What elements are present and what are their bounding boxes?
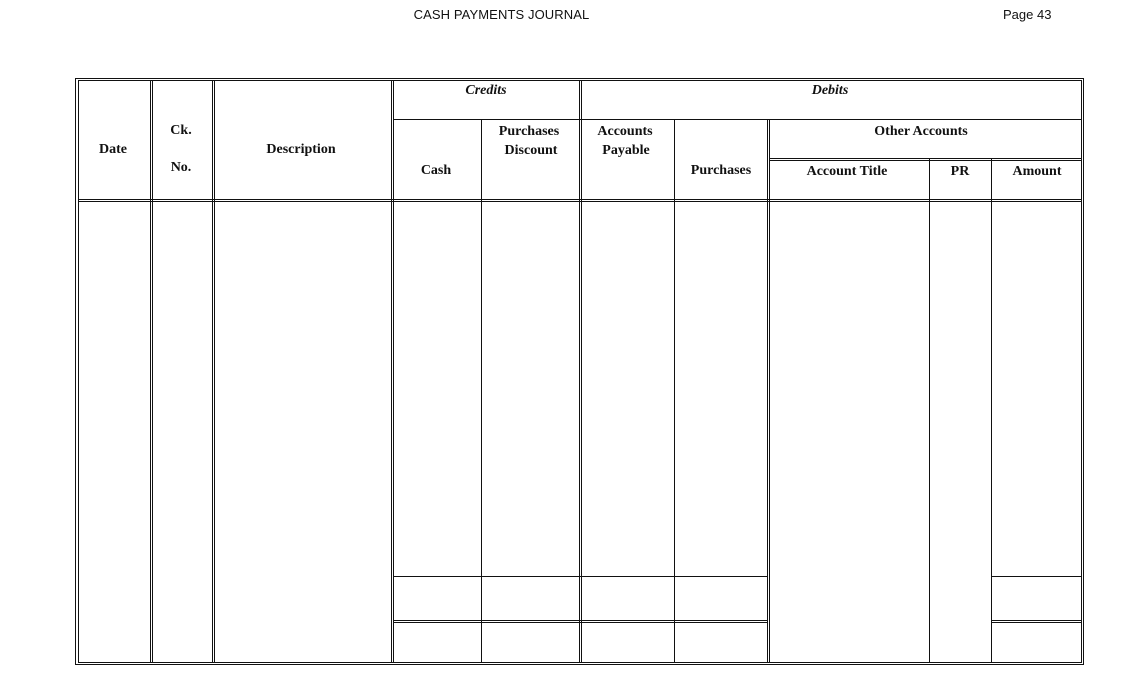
other-accounts-header: Other Accounts bbox=[874, 124, 968, 139]
accounts-payable-header-line1: Accounts bbox=[597, 124, 653, 139]
date-header: Date bbox=[99, 142, 127, 157]
account-title-header: Account Title bbox=[806, 164, 888, 179]
amount-header: Amount bbox=[1012, 164, 1062, 179]
debits-group-header: Debits bbox=[811, 83, 849, 98]
description-header: Description bbox=[266, 142, 336, 157]
ck-header-line2: No. bbox=[170, 160, 192, 175]
cash-header: Cash bbox=[420, 163, 452, 178]
purchases-discount-header-line2: Discount bbox=[504, 143, 558, 158]
accounts-payable-header-line2: Payable bbox=[602, 143, 650, 158]
pr-header: PR bbox=[950, 164, 970, 179]
ck-header-line1: Ck. bbox=[170, 123, 192, 138]
journal-title: CASH PAYMENTS JOURNAL bbox=[413, 7, 590, 22]
credits-group-header: Credits bbox=[465, 83, 507, 98]
purchases-discount-header-line1: Purchases bbox=[498, 124, 560, 139]
purchases-header: Purchases bbox=[690, 163, 752, 178]
page-number: Page 43 bbox=[1003, 7, 1052, 22]
